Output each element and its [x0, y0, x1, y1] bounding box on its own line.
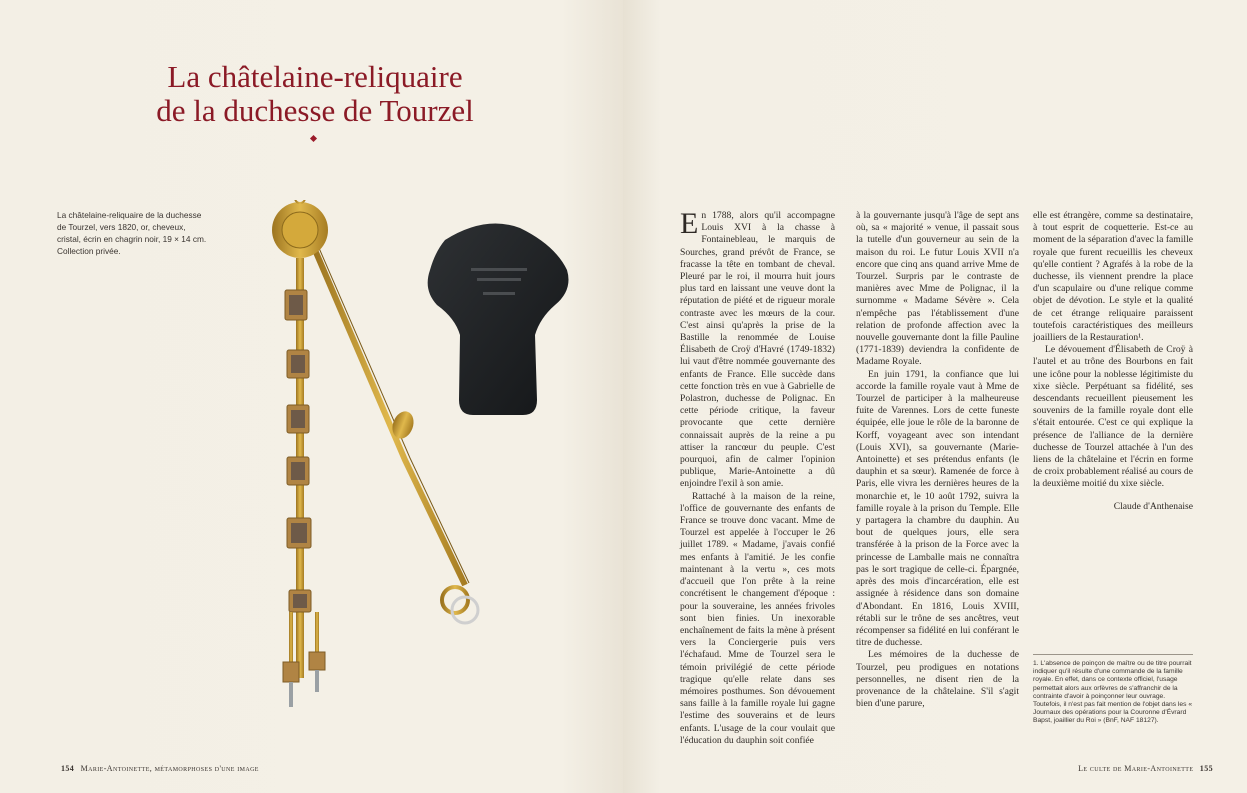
paragraph: En 1788, alors qu'il accompagne Louis XVI à la chasse à Fontainebleau, le marquis de Sourches, grand prévôt de France, se fracasse la tête en tombant de cheval. Pleuré par le roi, il mourra huit jours plus tard en laissant une veuve dont la réputation de piété et de rigueur morale contraste avec les mœurs de la cour. C'est ainsi qu'après la prise de la Bastille la renommée de Louise Élisabeth de Croÿ d'Havré (1749-1832) lui vaut d'être nommée gouvernante des enfants de France. Elle succède dans cette fonction très en vue à Gabrielle de Polastron, duchesse de Polignac. En cette période critique, la faveur provocante que cette dernière connaissait auprès de la reine a pu attiser la rancœur du peuple. C'est pourquoi, afin de calmer l'opinion publique, Marie-Antoinette a dû enjoindre l'exil à son amie. — [680, 207, 835, 490]
footnote-text: 1. L'absence de poinçon de maître ou de titre pourrait indiquer qu'il résulte d'une commande de la famille royale. En effet, dans ce contexte officiel, l'usage permettait alors aux orfèvres de s'affranchir de la contrainte d'avoir à poinçonner leur ouvrage. Toutefois, il n'est pas fait mention de l'objet dans les « Journaux des opérations pour la Couronne d'Évrard Bapst, joaillier du Roi » (BnF, NAF 18127). — [1033, 660, 1193, 725]
paragraph: En juin 1791, la confiance que lui accorde la famille royale vaut à Mme de Tourzel de participer à la malheureuse fuite de Varennes. Lors de cette funeste équipée, elle joue le rôle de la baronne de Korff, voyageant avec son intendant (Louis XVI), sa gouvernante (Marie-Antoinette) et ses prétendus enfants (le dauphin et sa sœur). Ramenée de force à Paris, elle vivra les dernières heures de la monarchie et, le 10 août 1792, suivra la famille royale à la prison du Temple. Elle y partagera la chambre du dauphin. Au bout de quelques jours, elle sera transférée à la prison de la Force avec la princesse de Lamballe mais ne connaîtra pas le sort tragique de celle-ci. Épargnée, après des mois d'incarcération, elle est assignée à résidence dans son domaine d'Abondant. En 1816, Louis XVIII, rétabli sur le trône de ses ancêtres, veut récompenser sa fidélité en lui conférant le titre de duchesse. — [856, 368, 1019, 649]
title-line-2: de la duchesse de Tourzel — [156, 93, 474, 128]
title-ornament-icon — [310, 135, 317, 142]
right-page — [623, 0, 1247, 793]
footnote-divider — [1033, 654, 1193, 655]
page-title — [120, 60, 510, 128]
paragraph: elle est étrangère, comme sa destinataire, à tout esprit de coquetterie. Est-ce au moment de la séparation d'avec la famille royale que furent recueillis les cheveux qu'elle contient ? Agrafés à la robe de la duchesse, ils viennent prendre la place d'un scapulaire ou d'une relique comme objet de dévotion. Le style et la qualité de cet étrange reliquaire paraissent toutefois caractéristiques des meilleurs joailliers de la Restauration¹. — [1033, 210, 1193, 344]
folio-left — [57, 764, 259, 773]
text-column-2 — [856, 210, 1019, 710]
paragraph: Rattaché à la maison de la reine, l'office de gouvernante des enfants de France se trouve donc vacant. Mme de Tourzel est appelée à l'occuper le 26 juillet 1789. « Madame, j'avais confié mes enfants à l'amitié. Je les confie maintenant à la vertu », ces mots d'accueil que l'on prête à la reine concrétisent le changement d'époque : pour la souveraine, les années frivoles sont bien finies. Un inexorable enchaînement de faits la mène à présent vers la Conciergerie puis vers l'échafaud. Mme de Tourzel sera le témoin privilégié de cette période tragique qu'elle relate dans ses mémoires posthumes. Son dévouement sans faille à la famille royale lui gagne l'estime des souverains et de leurs enfants. L'usage de la cour voulait que l'éducation du dauphin soit confiée — [680, 490, 835, 746]
folio-right — [1078, 764, 1217, 773]
left-page — [0, 0, 623, 793]
title-line-1: La châtelaine-reliquaire — [167, 59, 463, 94]
text-column-1 — [680, 207, 835, 747]
page-number-left: 154 — [61, 764, 75, 773]
page-number-right: 155 — [1199, 764, 1213, 773]
footnote — [1033, 654, 1193, 726]
text-column-3 — [1033, 210, 1193, 513]
running-head-left: Marie-Antoinette, métamorphoses d'une image — [80, 764, 259, 773]
drop-cap: E — [680, 207, 699, 240]
author-signature: Claude d'Anthenaise — [1113, 500, 1193, 512]
chatelaine-reliquary-photo — [255, 200, 585, 730]
leather-case — [428, 224, 569, 415]
image-caption: La châtelaine-reliquaire de la duchesse de Tourzel, vers 1820, or, cheveux, cristal, écrin en chagrin noir, 19 × 14 cm. Collection privée. — [57, 210, 207, 256]
paragraph: Les mémoires de la duchesse de Tourzel, peu prodigues en notations personnelles, ne disent rien de la provenance de la châtelaine. S'il s'agit bien d'une parure, — [856, 649, 1019, 710]
paragraph: à la gouvernante jusqu'à l'âge de sept ans où, sa « majorité » venue, il passait sous la tutelle d'un gouverneur au sein de la maison du roi. Le futur Louis XVII n'a encore que cinq ans quand arrive Mme de Tourzel. Surpris par le contraste de manières avec Mme de Polignac, il la surnomme « Madame Sévère ». Cela n'empêche pas l'établissement d'une relation de profonde affection avec la nouvelle gouvernante dont la fille Pauline (1771-1839) deviendra la confidente de Madame Royale. — [856, 210, 1019, 368]
running-head-right: Le culte de Marie-Antoinette — [1078, 764, 1194, 773]
paragraph: Le dévouement d'Élisabeth de Croÿ à l'autel et au trône des Bourbons en fait une icône pour la noblesse légitimiste du xixe siècle. Perpétuant sa fidélité, ses descendants recueillent pieusement les souvenirs de la famille royale dont elle s'était entourée. C'est ce qui explique la présence de l'alliance de la dernière duchesse de Tourzel attachée à l'un des liens de la châtelaine et l'écrin en forme de croix probablement réalisé au cours de la deuxième moitié du xixe siècle. — [1033, 344, 1193, 490]
